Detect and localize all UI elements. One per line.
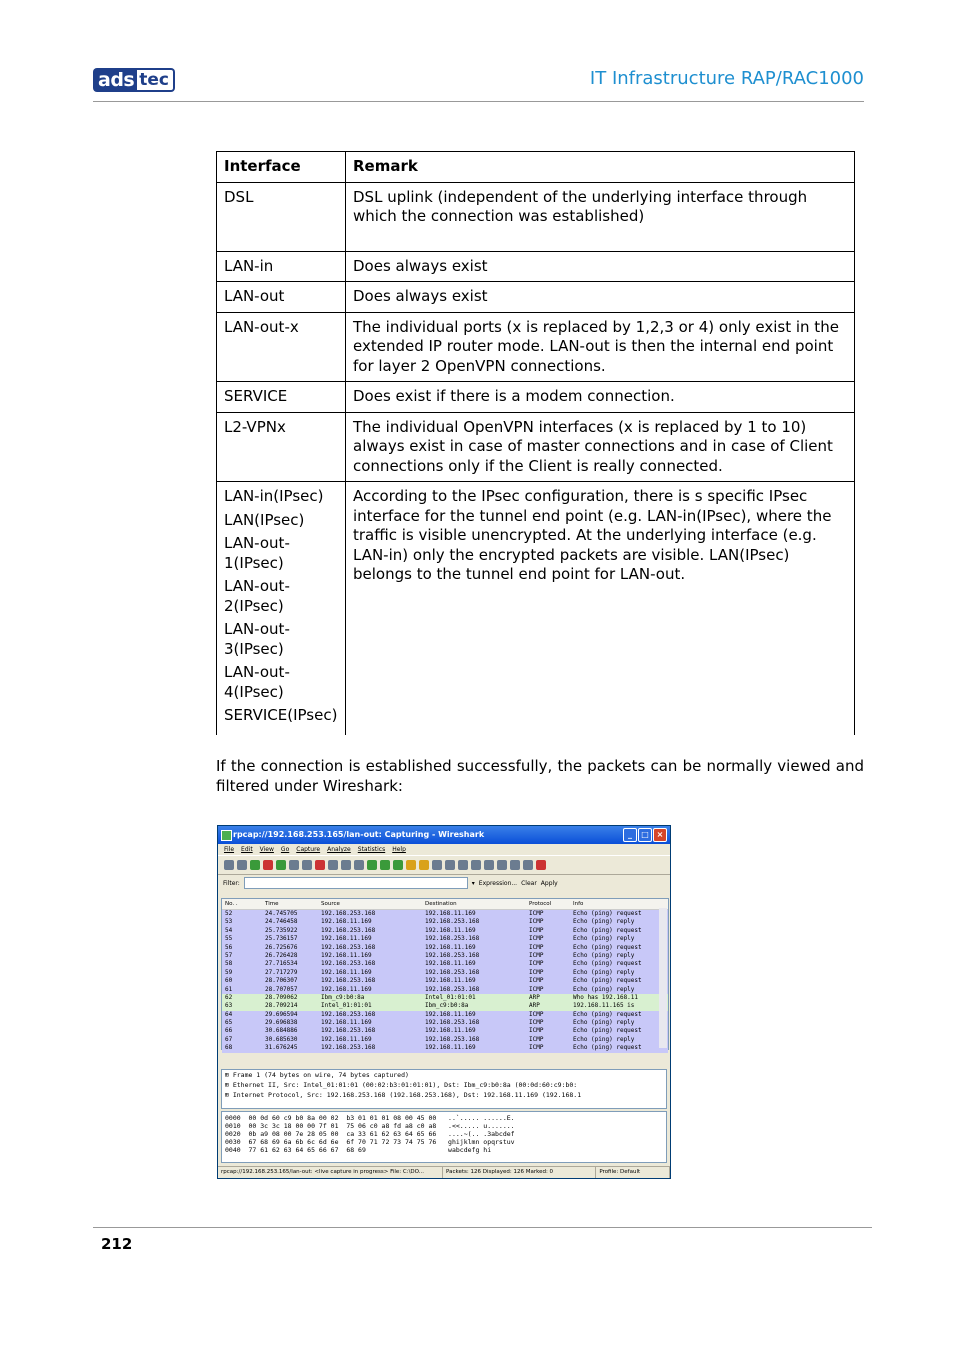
- hex-line: 0010 00 3c 3c 18 00 00 7f 01 75 06 c0 a8 fd a8 c0 a8 .<<..... u.......: [225, 1122, 515, 1130]
- packet-row[interactable]: [222, 1019, 668, 1027]
- ads-tec-logo: [93, 68, 175, 92]
- body-paragraph: If the connection is established successfully, the packets can be normally viewed and filtered under Wireshark:: [216, 757, 864, 795]
- save-icon[interactable]: [302, 860, 312, 870]
- packet-no: 60: [225, 977, 233, 985]
- packet-src: 192.168.253.168: [321, 960, 376, 968]
- remark-cell: [346, 182, 855, 251]
- wireshark-menubar: [218, 844, 670, 855]
- packet-no: 56: [225, 943, 233, 951]
- packet-proto: ICMP: [529, 943, 544, 951]
- packet-proto: ICMP: [529, 1035, 544, 1043]
- packet-time: 25.736157: [265, 935, 298, 943]
- packet-info: Echo (ping) request: [573, 960, 642, 968]
- packet-info: Echo (ping) reply: [573, 985, 635, 993]
- document-title: IT Infrastructure RAP/RAC1000: [589, 68, 864, 89]
- packet-src: 192.168.253.168: [321, 1044, 376, 1052]
- packet-no: 64: [225, 1010, 233, 1018]
- expression-button[interactable]: Expression...: [478, 879, 518, 887]
- packet-list-header: [222, 899, 668, 910]
- remark-cell: The individual OpenVPN interfaces (x is replaced by 1 to 10) always exist in case of master connections and in case of Client connections only if the Client is really connected.: [346, 412, 855, 482]
- hex-line: 0000 00 0d 60 c9 b0 8a 00 02 b3 01 01 01 08 00 45 00 ..`..... ......E.: [225, 1114, 515, 1122]
- packet-info: Echo (ping) request: [573, 943, 642, 951]
- packet-dst: Intel_01:01:01: [425, 993, 476, 1001]
- packet-row[interactable]: [222, 977, 668, 985]
- remark-cell: Does always exist: [346, 282, 855, 313]
- packet-proto: ICMP: [529, 977, 544, 985]
- packet-time: 24.746458: [265, 918, 298, 926]
- packet-no: 59: [225, 968, 233, 976]
- packet-time: 26.726428: [265, 951, 298, 959]
- packet-time: 31.676245: [265, 1044, 298, 1052]
- remark-cell: Does always exist: [346, 251, 855, 282]
- status-capture: rpcap://192.168.253.165/lan-out: <live capture in progress> File: C:\DO...: [218, 1167, 443, 1178]
- col-destination[interactable]: Destination: [425, 901, 457, 907]
- options-icon[interactable]: [237, 860, 247, 870]
- packet-dst: 192.168.253.168: [425, 1035, 480, 1043]
- packet-row[interactable]: [222, 1044, 668, 1052]
- ipsec-interface-item: LAN-out-2(IPsec): [224, 577, 290, 615]
- table-header-row: [217, 152, 855, 183]
- menu-file[interactable]: File: [224, 846, 235, 853]
- packet-row[interactable]: [222, 910, 668, 918]
- menu-statistics[interactable]: Statistics: [357, 846, 386, 853]
- stop-capture-icon[interactable]: [263, 860, 273, 870]
- packet-details: [221, 1069, 667, 1109]
- packet-info: Who has 192.168.11: [573, 993, 639, 1001]
- table-row: [217, 282, 855, 313]
- table-row: [217, 412, 855, 482]
- col-info[interactable]: Info: [573, 901, 584, 907]
- colorize-icon[interactable]: [432, 860, 442, 870]
- packet-dst: 192.168.253.168: [425, 985, 480, 993]
- zoom-normal-icon[interactable]: [484, 860, 494, 870]
- packet-no: 57: [225, 951, 233, 959]
- packet-time: 25.735922: [265, 926, 298, 934]
- packet-dst: 192.168.253.168: [425, 1019, 480, 1027]
- page-number: 212: [101, 1235, 133, 1253]
- packet-row[interactable]: [222, 994, 668, 1002]
- table-row: [217, 382, 855, 413]
- column-header-interface: Interface: [217, 152, 346, 183]
- resize-columns-icon[interactable]: [497, 860, 507, 870]
- packet-src: 192.168.11.169: [321, 918, 372, 926]
- packet-time: 27.717279: [265, 968, 298, 976]
- col-no[interactable]: No. .: [225, 901, 238, 907]
- ipsec-interface-item: LAN-in(IPsec): [224, 487, 324, 505]
- packet-src: 192.168.253.168: [321, 977, 376, 985]
- packet-no: 58: [225, 960, 233, 968]
- packet-proto: ICMP: [529, 960, 544, 968]
- packet-proto: ICMP: [529, 1044, 544, 1052]
- packet-info: Echo (ping) reply: [573, 1019, 635, 1027]
- packet-row[interactable]: [222, 935, 668, 943]
- coloring-rules-icon[interactable]: [536, 860, 546, 870]
- packet-no: 52: [225, 910, 233, 917]
- packet-row[interactable]: [222, 944, 668, 952]
- packet-info: Echo (ping) reply: [573, 1035, 635, 1043]
- packet-list: [221, 898, 669, 1050]
- packet-dst: Ibm_c9:b0:8a: [425, 1002, 469, 1010]
- wireshark-titlebar: [218, 826, 670, 844]
- packet-row[interactable]: [222, 1036, 668, 1044]
- interface-cell: LAN-in: [217, 251, 346, 282]
- packet-info: Echo (ping) request: [573, 1010, 642, 1018]
- packet-dst: 192.168.11.169: [425, 960, 476, 968]
- packet-row[interactable]: [222, 986, 668, 994]
- packet-dst: 192.168.253.168: [425, 918, 480, 926]
- packet-dst: 192.168.11.169: [425, 977, 476, 985]
- packet-no: 53: [225, 918, 233, 926]
- packet-no: 63: [225, 1002, 233, 1010]
- display-filters-icon[interactable]: [523, 860, 533, 870]
- remark-cell: Does exist if there is a modem connection.: [346, 382, 855, 413]
- restart-capture-icon[interactable]: [276, 860, 286, 870]
- maximize-icon[interactable]: □: [638, 828, 652, 842]
- col-protocol[interactable]: Protocol: [529, 901, 552, 907]
- packet-src: 192.168.253.168: [321, 1010, 376, 1018]
- packet-proto: ARP: [529, 1002, 540, 1010]
- packet-proto: ICMP: [529, 985, 544, 993]
- packet-proto: ICMP: [529, 968, 544, 976]
- packet-time: 28.706307: [265, 977, 298, 985]
- packet-src: 192.168.11.169: [321, 1019, 372, 1027]
- packet-proto: ICMP: [529, 918, 544, 926]
- hex-line: 0020 0b a9 08 00 7e 28 05 00 ca 33 61 62 63 64 65 66 ....~(.. .3abcdef: [225, 1130, 515, 1138]
- table-row-ipsec: [217, 482, 855, 735]
- packet-time: 30.684886: [265, 1027, 298, 1035]
- logo-ads-text: ads: [93, 68, 137, 92]
- packet-src: 192.168.11.169: [321, 1035, 372, 1043]
- wireshark-app-icon: [221, 830, 232, 841]
- packet-src: 192.168.11.169: [321, 935, 372, 943]
- first-packet-icon[interactable]: [406, 860, 416, 870]
- interface-table: [216, 151, 855, 735]
- packet-info: Echo (ping) reply: [573, 918, 635, 926]
- packet-info: Echo (ping) reply: [573, 951, 635, 959]
- close-icon[interactable]: ×: [653, 828, 667, 842]
- packet-row[interactable]: [222, 1002, 668, 1010]
- interface-cell: LAN-out-x: [217, 312, 346, 382]
- packet-time: 29.696594: [265, 1010, 298, 1018]
- open-file-icon[interactable]: [289, 860, 299, 870]
- packet-proto: ICMP: [529, 1010, 544, 1018]
- packet-proto: ARP: [529, 993, 540, 1001]
- capture-filters-icon[interactable]: [510, 860, 520, 870]
- packet-bytes: [221, 1111, 667, 1163]
- detail-line[interactable]: ⊞ Frame 1 (74 bytes on wire, 74 bytes captured): [225, 1071, 409, 1079]
- menu-capture[interactable]: Capture: [296, 846, 321, 853]
- packet-row[interactable]: [222, 927, 668, 935]
- table-row: [217, 312, 855, 382]
- packet-info: Echo (ping) request: [573, 910, 642, 917]
- window-controls: [623, 828, 667, 842]
- start-capture-icon[interactable]: [250, 860, 260, 870]
- packet-dst: 192.168.253.168: [425, 935, 480, 943]
- packet-info: Echo (ping) reply: [573, 968, 635, 976]
- packet-dst: 192.168.11.169: [425, 926, 476, 934]
- packet-proto: ICMP: [529, 935, 544, 943]
- goto-icon[interactable]: [393, 860, 403, 870]
- packet-info: Echo (ping) request: [573, 1027, 642, 1035]
- packet-time: 28.709214: [265, 1002, 298, 1010]
- status-bar: [218, 1166, 670, 1178]
- remark-text: DSL uplink (independent of the underlying interface through which the connection was established): [353, 187, 808, 225]
- packet-row[interactable]: [222, 1027, 668, 1035]
- filter-label: Filter:: [223, 879, 240, 887]
- header-divider: [93, 101, 864, 102]
- ipsec-interface-item: LAN-out-3(IPsec): [224, 620, 290, 658]
- packet-time: 30.685630: [265, 1035, 298, 1043]
- packet-proto: ICMP: [529, 1019, 544, 1027]
- packet-src: 192.168.11.169: [321, 985, 372, 993]
- zoom-out-icon[interactable]: [471, 860, 481, 870]
- ipsec-interface-item: SERVICE(IPsec): [224, 706, 338, 724]
- packet-dst: 192.168.11.169: [425, 1010, 476, 1018]
- menu-edit[interactable]: Edit: [241, 846, 253, 853]
- filter-dropdown-icon[interactable]: ▾: [471, 879, 475, 887]
- forward-icon[interactable]: [380, 860, 390, 870]
- close-file-icon[interactable]: [315, 860, 325, 870]
- packet-dst: 192.168.253.168: [425, 951, 480, 959]
- packet-dst: 192.168.11.169: [425, 910, 476, 917]
- back-icon[interactable]: [367, 860, 377, 870]
- packet-row[interactable]: [222, 969, 668, 977]
- packet-no: 62: [225, 993, 233, 1001]
- packet-dst: 192.168.253.168: [425, 968, 480, 976]
- packet-no: 55: [225, 935, 233, 943]
- packet-time: 27.716534: [265, 960, 298, 968]
- packet-no: 68: [225, 1044, 233, 1052]
- packet-time: 29.696838: [265, 1019, 298, 1027]
- last-packet-icon[interactable]: [419, 860, 429, 870]
- interface-cell: LAN-out: [217, 282, 346, 313]
- packet-src: Ibm_c9:b0:8a: [321, 993, 365, 1001]
- detail-line[interactable]: ⊞ Internet Protocol, Src: 192.168.253.168 (192.168.253.168), Dst: 192.168.11.169 (192.168.1: [225, 1091, 582, 1099]
- packet-row[interactable]: [222, 952, 668, 960]
- packet-time: 24.745705: [265, 910, 298, 917]
- packet-no: 65: [225, 1019, 233, 1027]
- menu-view[interactable]: View: [259, 846, 274, 853]
- print-icon[interactable]: [341, 860, 351, 870]
- col-time[interactable]: Time: [265, 901, 279, 907]
- packet-row[interactable]: [222, 1011, 668, 1019]
- packet-time: 28.707057: [265, 985, 298, 993]
- packet-proto: ICMP: [529, 910, 544, 917]
- packet-dst: 192.168.11.169: [425, 943, 476, 951]
- menu-go[interactable]: Go: [280, 846, 290, 853]
- logo-tec-text: tec: [137, 68, 175, 92]
- packet-src: 192.168.11.169: [321, 968, 372, 976]
- minimize-icon[interactable]: _: [623, 828, 637, 842]
- filter-bar: [218, 875, 670, 891]
- menu-help[interactable]: Help: [392, 846, 406, 853]
- packet-proto: ICMP: [529, 1027, 544, 1035]
- packet-no: 61: [225, 985, 233, 993]
- ipsec-interface-item: LAN-out-1(IPsec): [224, 534, 290, 572]
- hex-line: 0030 67 68 69 6a 6b 6c 6d 6e 6f 70 71 72 73 74 75 76 ghijklmn opqrstuv: [225, 1138, 515, 1146]
- packet-row[interactable]: [222, 960, 668, 968]
- status-profile[interactable]: Profile: Default: [596, 1167, 670, 1178]
- interface-cell: L2-VPNx: [217, 412, 346, 482]
- packet-rows: [222, 910, 668, 1053]
- remark-cell: The individual ports (x is replaced by 1,2,3 or 4) only exist in the extended IP router mode. LAN-out is then the internal end point for layer 2 OpenVPN connections.: [346, 312, 855, 382]
- packet-dst: 192.168.11.169: [425, 1044, 476, 1052]
- packet-no: 66: [225, 1027, 233, 1035]
- packet-src: 192.168.11.169: [321, 951, 372, 959]
- wireshark-toolbar: [218, 855, 670, 875]
- packet-no: 54: [225, 926, 233, 934]
- packet-time: 28.709062: [265, 993, 298, 1001]
- table-row: [217, 182, 855, 251]
- filter-input[interactable]: [244, 877, 468, 889]
- zoom-in-icon[interactable]: [458, 860, 468, 870]
- table-row: [217, 251, 855, 282]
- footer-divider: [93, 1227, 872, 1228]
- detail-line[interactable]: ⊞ Ethernet II, Src: Intel_01:01:01 (00:02:b3:01:01:01), Dst: Ibm_c9:b0:8a (00:0d:60:c9:b0:: [225, 1081, 578, 1089]
- packet-info: 192.168.11.165 is: [573, 1002, 635, 1010]
- packet-proto: ICMP: [529, 951, 544, 959]
- hex-line: 0040 77 61 62 63 64 65 66 67 68 69 wabcdefg hi: [225, 1146, 492, 1154]
- packet-list-scrollbar[interactable]: [659, 908, 667, 1048]
- packet-info: Echo (ping) request: [573, 926, 642, 934]
- interfaces-icon[interactable]: [224, 860, 234, 870]
- apply-button[interactable]: Apply: [540, 879, 558, 887]
- interface-cell: SERVICE: [217, 382, 346, 413]
- packet-src: 192.168.253.168: [321, 910, 376, 917]
- wireshark-window-title: rpcap://192.168.253.165/lan-out: Capturing - Wireshark: [233, 830, 485, 839]
- clear-button[interactable]: Clear: [521, 879, 537, 887]
- packet-src: 192.168.253.168: [321, 943, 376, 951]
- reload-icon[interactable]: [328, 860, 338, 870]
- ipsec-interface-item: LAN(IPsec): [224, 510, 305, 529]
- packet-info: Echo (ping) request: [573, 977, 642, 985]
- packet-dst: 192.168.11.169: [425, 1027, 476, 1035]
- wireshark-screenshot: [217, 825, 671, 1179]
- packet-src: 192.168.253.168: [321, 926, 376, 934]
- packet-info: Echo (ping) reply: [573, 935, 635, 943]
- packet-info: Echo (ping) request: [573, 1044, 642, 1052]
- ipsec-interface-list: [217, 482, 346, 735]
- packet-time: 26.725676: [265, 943, 298, 951]
- packet-no: 67: [225, 1035, 233, 1043]
- packet-row[interactable]: [222, 918, 668, 926]
- status-packets: Packets: 126 Displayed: 126 Marked: 0: [443, 1167, 596, 1178]
- autoscroll-icon[interactable]: [445, 860, 455, 870]
- ipsec-interface-item: LAN-out-4(IPsec): [224, 663, 290, 701]
- interface-cell: DSL: [217, 182, 346, 251]
- menu-analyze[interactable]: Analyze: [327, 846, 351, 853]
- col-source[interactable]: Source: [321, 901, 340, 907]
- packet-src: Intel_01:01:01: [321, 1002, 372, 1010]
- column-header-remark: Remark: [346, 152, 855, 183]
- find-icon[interactable]: [354, 860, 364, 870]
- packet-proto: ICMP: [529, 926, 544, 934]
- remark-cell: According to the IPsec configuration, there is s specific IPsec interface for the tunnel end point (e.g. LAN-in(IPsec), where the traffic is visible unencrypted. At the underlying interface (e.g. LAN-in) only the encrypted packets are visible. LAN(IPsec) belongs to the tunnel end point for LAN-out.: [346, 482, 855, 735]
- packet-src: 192.168.253.168: [321, 1027, 376, 1035]
